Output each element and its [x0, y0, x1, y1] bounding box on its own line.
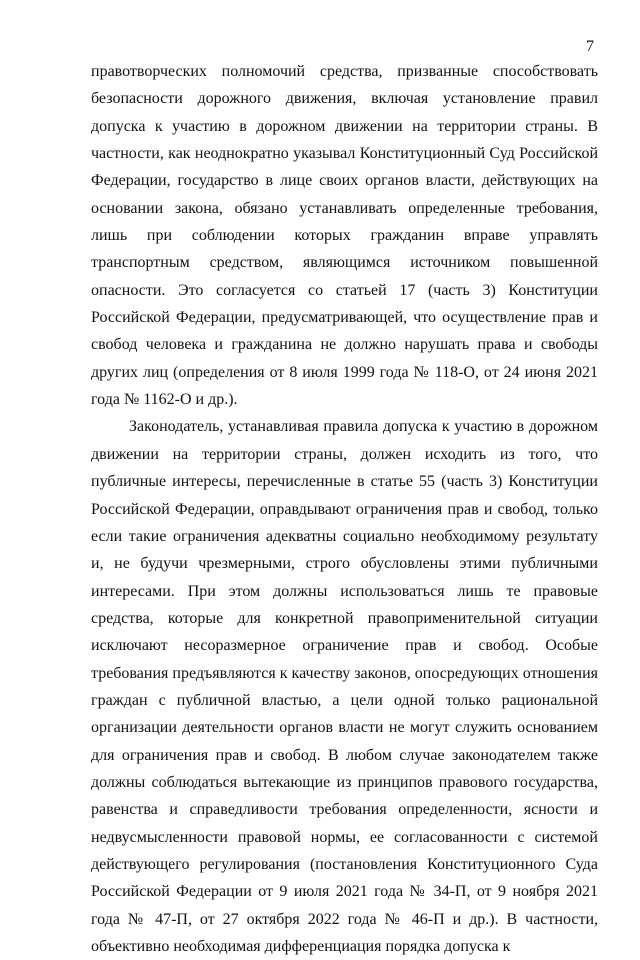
- page-number: 7: [586, 38, 594, 55]
- paragraph-continuation: правотворческих полномочий средства, призванные способствовать безопасности дорожного движения, включая установление правил допуска к участию в дорожном движении на территории страны. В частности, как неоднократно указывал Конституционный Суд Российской Федерации, государство в лице своих органов власти, действующих на основании закона, обязано устанавливать определенные требования, лишь при соблюдении которых гражданин вправе управлять транспортным средством, являющимся источником повышенной опасности. Это согласуется со статьей 17 (часть 3) Конституции Российской Федерации, предусматривающей, что осуществление прав и свобод человека и гражданина не должно нарушать права и свободы других лиц (определения от 8 июля 1999 года № 118-О, от 24 июня 2021 года № 1162-О и др.).: [91, 63, 598, 409]
- paragraph-legislator: Законодатель, устанавливая правила допуска к участию в дорожном движении на территории страны, должен исходить из того, что публичные интересы, перечисленные в статье 55 (часть 3) Конституции Российской Федерации, оправдывают ограничения прав и свобод, только если такие ограничения адекватны социально необходимому результату и, не будучи чрезмерными, строго обусловлены этими публичными интересами. При этом должны использоваться лишь те правовые средства, которые для конкретной правоприменительной ситуации исключают несоразмерное ограничение прав и свобод. Особые требования предъявляются к качеству законов, опосредующих отношения граждан с публичной властью, а цели одной только рациональной организации деятельности органов власти не могут служить основанием для ограничения прав и свобод. В любом случае законодателем также должны соблюдаться вытекающие из принципов правового государства, равенства и справедливости требования определенности, ясности и недвусмысленности правовой нормы, ее согласованности с системой действующего регулирования (постановления Конституционного Суда Российской Федерации от 9 июля 2021 года № 34-П, от 9 ноября 2021 года № 47-П, от 27 октября 2022 года № 46-П и др.). В частности, объективно необходимая дифференциация порядка допуска к: [91, 418, 598, 955]
- document-body: [91, 58, 598, 960]
